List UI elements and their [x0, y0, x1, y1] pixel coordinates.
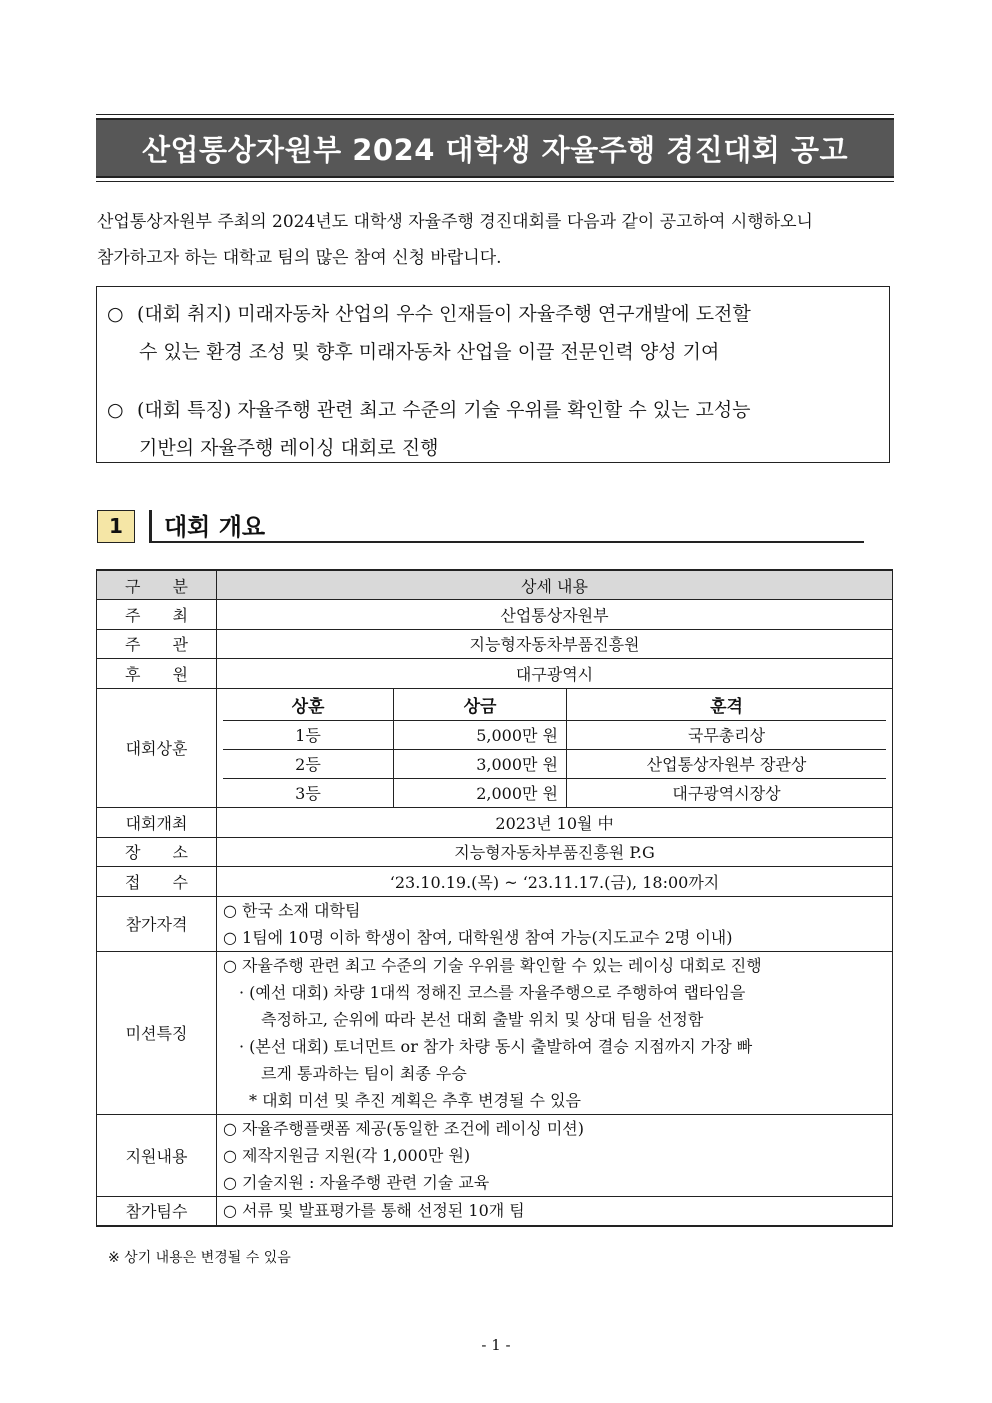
teams-value: ○ 서류 및 발표평가를 통해 선정된 10개 팀: [217, 1196, 893, 1226]
table-row: [97, 1196, 893, 1226]
table-row: [97, 570, 893, 600]
purpose-item-line: (대회 특징) 자율주행 관련 최고 수준의 기술 우위를 확인할 수 있는 고성능: [137, 399, 751, 421]
awards-header-row: [223, 689, 886, 721]
organizer-value: 지능형자동차부품진흥원: [217, 629, 893, 659]
awards-col-honor: 훈격: [567, 689, 887, 721]
purpose-item: [107, 391, 879, 467]
list-item: ○ 자율주행플랫폼 제공(동일한 조건에 레이싱 미션): [223, 1118, 584, 1138]
circle-bullet: ○: [107, 303, 124, 325]
title-banner: [96, 118, 894, 178]
sponsor-label: 후 원: [97, 659, 217, 689]
award-honor: 산업통상자원부 장관상: [567, 749, 887, 778]
mission-final-line: 르게 통과하는 팀이 최종 우승: [261, 1063, 467, 1083]
table-row: [97, 896, 893, 951]
award-rank: 1등: [223, 720, 394, 749]
section-underline: [152, 541, 864, 543]
table-row: [97, 688, 893, 808]
teams-label: 참가팀수: [97, 1196, 217, 1226]
support-list: [217, 1114, 893, 1196]
awards-col-rank: 상훈: [223, 689, 394, 721]
page-number: - 1 -: [481, 1336, 511, 1354]
venue-label: 장 소: [97, 837, 217, 867]
purpose-box: [96, 286, 890, 463]
list-item: ○ 1팀에 10명 이하 학생이 참여, 대학원생 참여 가능(지도교수 2명 이내): [223, 927, 733, 947]
intro-line-2: 참가하고자 하는 대학교 팀의 많은 참여 신청 바랍니다.: [97, 248, 502, 268]
reception-label: 접 수: [97, 867, 217, 897]
mission-list: [217, 951, 893, 1114]
eligibility-label: 참가자격: [97, 896, 217, 951]
footnote: ※ 상기 내용은 변경될 수 있음: [108, 1250, 291, 1266]
document-title: 산업통상자원부 2024 대학생 자율주행 경진대회 공고: [142, 132, 848, 167]
reception-value: ‘23.10.19.(목) ~ ‘23.11.17.(금), 18:00까지: [217, 867, 893, 897]
award-rank: 3등: [223, 778, 394, 807]
date-value: 2023년 10월 中: [217, 808, 893, 838]
header-detail: 상세 내용: [217, 570, 893, 600]
purpose-item-line: (대회 취지) 미래자동차 산업의 우수 인재들이 자율주행 연구개발에 도전할: [137, 303, 751, 325]
list-item: ○ 기술지원 : 자율주행 관련 기술 교육: [223, 1172, 490, 1192]
awards-row: [223, 720, 886, 749]
table-row: [97, 951, 893, 1114]
table-row: [97, 1114, 893, 1196]
section-title: 대회 개요: [164, 513, 266, 541]
host-label: 주 최: [97, 600, 217, 630]
date-label: 대회개최: [97, 808, 217, 838]
header-label: 구 분: [97, 570, 217, 600]
sponsor-value: 대구광역시: [217, 659, 893, 689]
award-honor: 대구광역시장상: [672, 784, 781, 804]
table-row: [97, 659, 893, 689]
section-divider: [149, 510, 152, 543]
intro-line-1: 산업통상자원부 주최의 2024년도 대학생 자율주행 경진대회를 다음과 같이 공고하여 시행하오니: [97, 212, 813, 232]
support-label: 지원내용: [97, 1114, 217, 1196]
list-item: ○ 제작지원금 지원(각 1,000만 원): [223, 1145, 471, 1165]
award-prize: 3,000만 원: [394, 749, 567, 778]
purpose-item: [107, 295, 879, 371]
table-row: [97, 867, 893, 897]
table-row: [97, 629, 893, 659]
award-prize: 2,000만 원: [394, 778, 567, 807]
intro-paragraph: [97, 204, 897, 276]
mission-prelim-line: 측정하고, 순위에 따라 본선 대회 출발 위치 및 상대 팀을 선정함: [261, 1009, 704, 1029]
awards-row: [223, 749, 886, 778]
table-row: [97, 837, 893, 867]
table-row: [97, 600, 893, 630]
awards-col-prize: 상금: [394, 689, 567, 721]
list-item: ○ 한국 소재 대학팀: [223, 900, 361, 920]
awards-row: [223, 778, 886, 807]
awards-table: [223, 689, 886, 808]
organizer-label: 주 관: [97, 629, 217, 659]
awards-cell: [217, 688, 893, 808]
mission-final-line: · (본선 대회) 토너먼트 or 참가 차량 동시 출발하여 결승 지점까지 가장 빠: [239, 1036, 753, 1056]
circle-bullet: ○: [107, 399, 124, 421]
mission-note: * 대회 미션 및 추진 계획은 추후 변경될 수 있음: [249, 1090, 581, 1110]
eligibility-list: [217, 896, 893, 951]
section-number: 1: [97, 510, 135, 543]
table-row: [97, 808, 893, 838]
host-value: 산업통상자원부: [217, 600, 893, 630]
awards-label: 대회상훈: [97, 688, 217, 808]
venue-value: 지능형자동차부품진흥원 P.G: [217, 837, 893, 867]
mission-main: ○ 자율주행 관련 최고 수준의 기술 우위를 확인할 수 있는 레이싱 대회로 진행: [223, 955, 762, 975]
purpose-item-line: 수 있는 환경 조성 및 향후 미래자동차 산업을 이끌 전문인력 양성 기여: [139, 341, 720, 363]
award-prize: 5,000만 원: [394, 720, 567, 749]
award-rank: 2등: [223, 749, 394, 778]
mission-prelim-line: · (예선 대회) 차량 1대씩 정해진 코스를 자율주행으로 주행하여 랩타임을: [239, 982, 746, 1002]
purpose-item-line: 기반의 자율주행 레이싱 대회로 진행: [139, 437, 439, 459]
mission-label: 미션특징: [97, 951, 217, 1114]
award-honor: 국무총리상: [567, 720, 887, 749]
overview-table: [96, 569, 893, 1227]
